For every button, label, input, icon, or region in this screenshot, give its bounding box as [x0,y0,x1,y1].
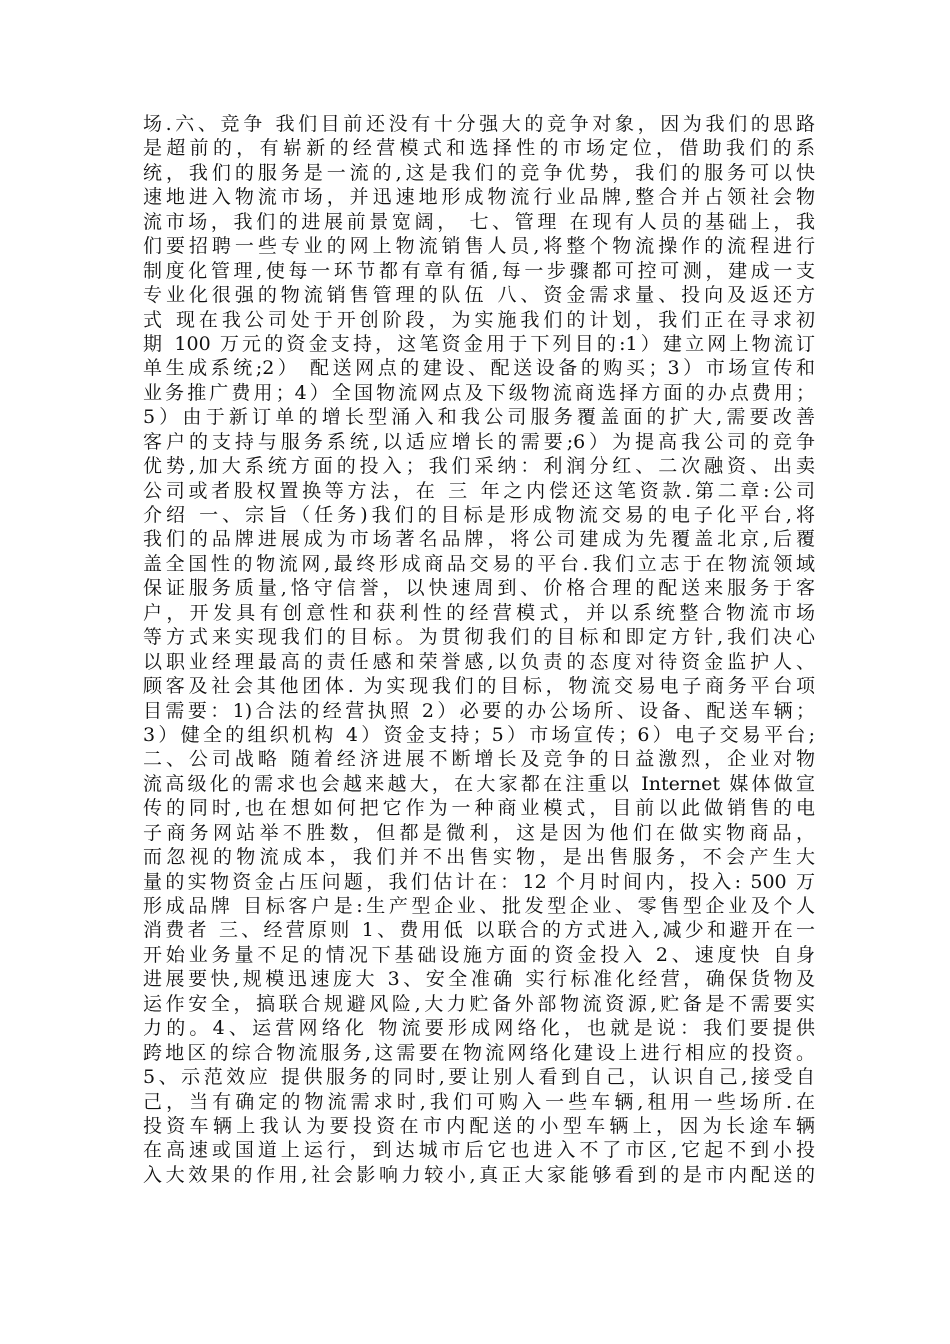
text-line-29: 传的同时,也在想如何把它作为一种商业模式，目前以此做销售的电 [143,797,815,820]
text-line-20: 保证服务质量,恪守信誉，以快速周到、价格合理的配送来服务于客 [143,577,815,600]
text-line-35: 开始业务量不足的情况下基础设施方面的资金投入 2、速度快 自身 [143,943,815,966]
text-line-32: 量的实物资金占压问题，我们估计在：12 个月时间内，投入: 500 万 [143,870,815,893]
text-line-30: 子商务网站举不胜数，但都是微利，这是因为他们在做实物商品， [143,821,815,844]
text-line-5: 流市场，我们的进展前景宽阔， 七、管理 在现有人员的基础上，我 [143,210,815,233]
text-line-26: 3）健全的组织机构 4）资金支持；5）市场宣传；6）电子交易平台; [143,723,815,746]
text-line-24: 顾客及社会其他团体. 为实现我们的目标，物流交易电子商务平台项 [143,675,815,698]
text-line-38: 力的。4、运营网络化 物流要形成网络化，也就是说：我们要提供 [143,1017,815,1040]
text-line-12: 业务推广费用；4）全国物流网点及下级物流商选择方面的办点费用； [143,381,815,404]
text-line-7: 制度化管理,使每一环节都有章有循,每一步骤都可控可测，建成一支 [143,259,815,282]
text-line-25: 目需要：1)合法的经营执照 2）必要的办公场所、设备、配送车辆； [143,699,815,722]
text-line-37: 运作安全，搞联合规避风险,大力贮备外部物流资源,贮备是不需要实 [143,992,815,1015]
text-line-14: 客户的支持与服务系统,以适应增长的需要;6）为提高我公司的竞争 [143,430,815,453]
text-line-2: 是超前的，有崭新的经营模式和选择性的市场定位，借助我们的系 [143,137,815,160]
text-line-33: 形成品牌 目标客户是:生产型企业、批发型企业、零售型企业及个人 [143,895,815,917]
text-line-44: 入大效果的作用,社会影响力较小,真正大家能够看到的是市内配送的 [143,1163,815,1186]
text-line-40: 5、示范效应 提供服务的同时,要让别人看到自己，认识自己,接受自 [143,1066,815,1089]
text-line-16: 公司或者股权置换等方法，在 三 年之内偿还这笔资款.第二章:公司 [143,479,815,502]
text-line-39: 跨地区的综合物流服务,这需要在物流网络化建设上进行相应的投资。 [143,1041,815,1064]
text-line-27: 二、公司战略 随着经济进展不断增长及竞争的日益激烈，企业对物 [143,748,815,771]
text-line-19: 盖全国性的物流网,最终形成商品交易的平台.我们立志于在物流领域 [143,552,815,575]
text-line-21: 户，开发具有创意性和获利性的经营模式，并以系统整合物流市场 [143,601,815,624]
text-line-13: 5）由于新订单的增长型涌入和我公司服务覆盖面的扩大,需要改善 [143,406,815,429]
text-line-28: 流高级化的需求也会越来越大，在大家都在注重以 Internet 媒体做宣 [143,772,815,795]
text-line-1: 场.六、竞争 我们目前还没有十分强大的竞争对象，因为我们的思路 [143,113,815,135]
text-line-10: 期 100 万元的资金支持，这笔资金用于下列目的:1）建立网上物流订 [143,332,815,355]
text-line-9: 式 现在我公司处于开创阶段，为实施我们的计划，我们正在寻求初 [143,308,815,331]
text-line-8: 专业化很强的物流销售管理的队伍 八、资金需求量、投向及返还方 [143,284,815,307]
text-line-15: 优势,加大系统方面的投入；我们采纳：利润分红、二次融资、出卖 [143,455,815,478]
text-line-43: 在高速或国道上运行，到达城市后它也进入不了市区,它起不到小投 [143,1139,815,1162]
text-line-36: 进展要快,规模迅速庞大 3、安全准确 实行标准化经营，确保货物及 [143,968,815,991]
text-line-4: 速地进入物流市场，并迅速地形成物流行业品牌,整合并占领社会物 [143,186,815,209]
text-line-18: 我们的品牌进展成为市场著名品牌，将公司建成为先覆盖北京,后覆 [143,528,815,551]
text-line-6: 们要招聘一些专业的网上物流销售人员,将整个物流操作的流程进行 [143,235,815,258]
text-line-17: 介绍 一、宗旨（任务)我们的目标是形成物流交易的电子化平台,将 [143,504,815,526]
body-text [143,112,815,1187]
text-line-42: 投资车辆上我认为要投资在市内配送的小型车辆上，因为长途车辆 [143,1114,815,1137]
text-line-11: 单生成系统;2） 配送网点的建设、配送设备的购买；3）市场宣传和 [143,357,815,380]
text-line-3: 统，我们的服务是一流的,这是我们的竞争优势，我们的服务可以快 [143,161,815,184]
text-line-22: 等方式来实现我们的目标。为贯彻我们的目标和即定方针,我们决心 [143,626,815,649]
text-line-41: 己，当有确定的物流需求时,我们可购入一些车辆,租用一些场所.在 [143,1090,815,1113]
text-line-34: 消费者 三、经营原则 1、费用低 以联合的方式进入,减少和避开在一 [143,919,815,942]
text-line-23: 以职业经理最高的责任感和荣誉感,以负责的态度对待资金监护人、 [143,650,815,673]
text-line-31: 而忽视的物流成本，我们并不出售实物，是出售服务，不会产生大 [143,846,815,869]
